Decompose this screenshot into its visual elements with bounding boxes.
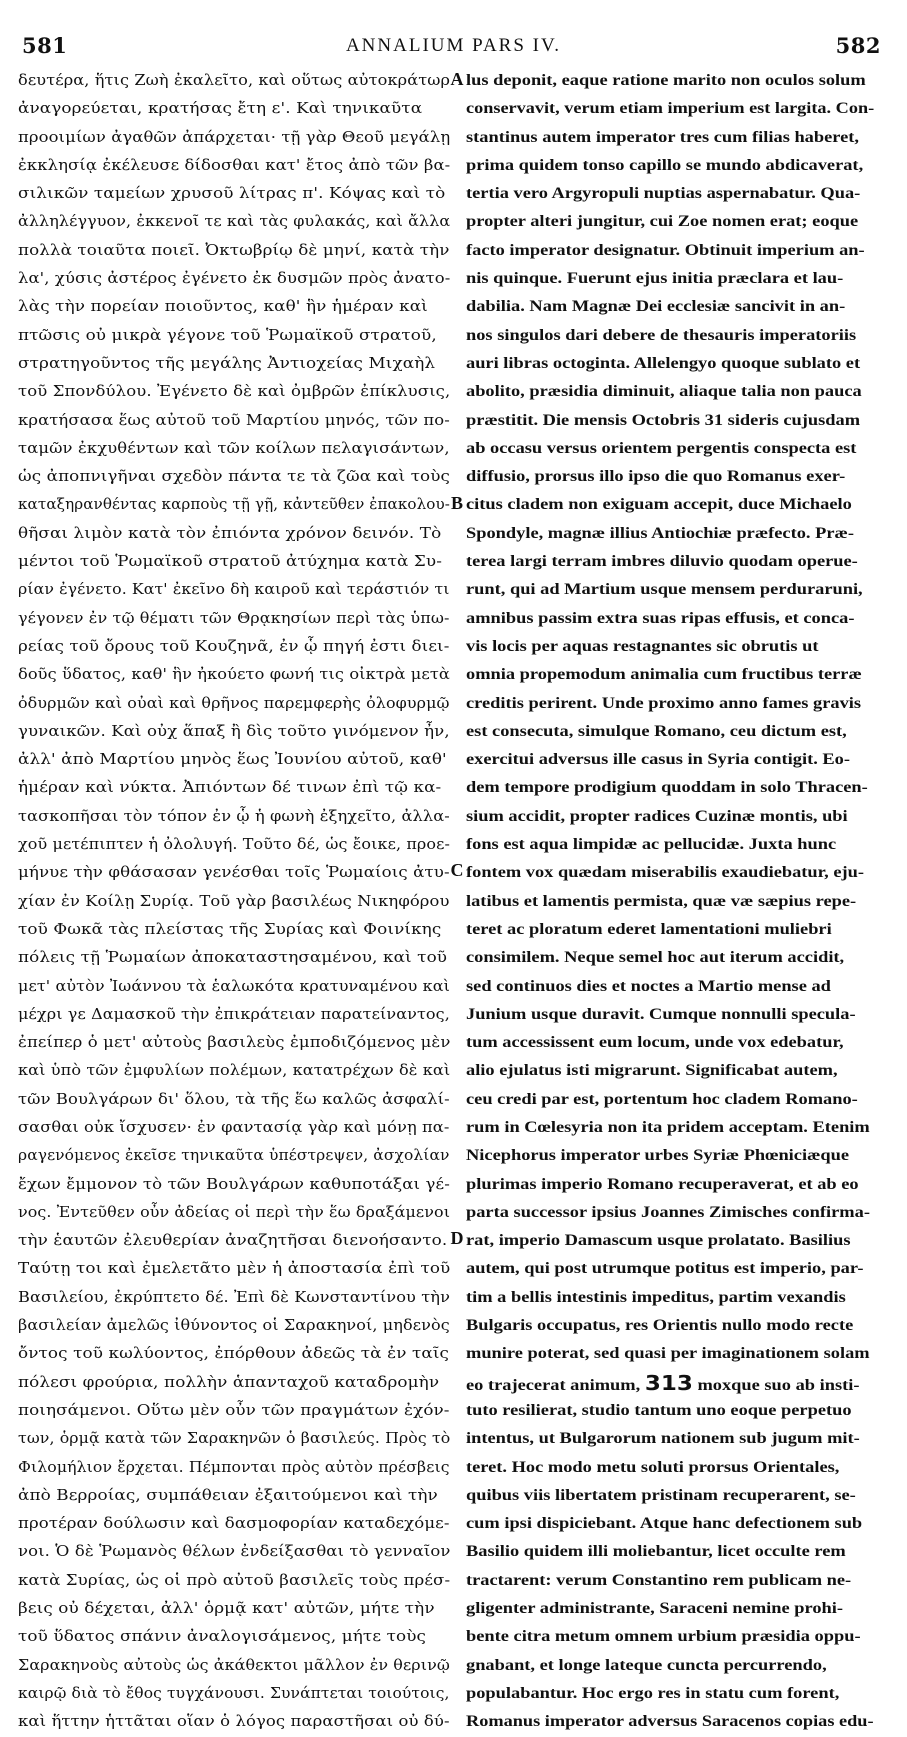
latin-text-line: tertia vero Argyropuli nuptias aspernabatur. Qua-: [466, 185, 861, 203]
latin-text-line: gnabant, et longe lateque cuncta percurrendo,: [466, 1656, 827, 1674]
greek-text-line: τασκοπῆσαι τὸν τόπον ἐν ᾧ ἡ φωνὴ ἐξηχεῖτο, ἀλλα-: [18, 807, 450, 825]
latin-text-line: ab occasu versus orientem pergentis conspecta est: [466, 439, 857, 457]
latin-column: [466, 67, 874, 1737]
greek-text-line: ποιησάμενοι. Οὕτω μὲν οὖν τῶν πραγμάτων ἐχόν-: [18, 1401, 450, 1419]
latin-text-line: teret ac ploratum ederet lamentationi muliebri: [466, 920, 832, 938]
latin-text-line: alio ejulatus isti migrarunt. Significabat autem,: [466, 1062, 838, 1080]
greek-text-line: στρατηγοῦντος τῆς μεγάλης Ἀντιοχείας Μιχαὴλ: [18, 354, 436, 372]
latin-text-line: rat, imperio Damascum usque prolatato. Basilius: [466, 1232, 851, 1250]
greek-text-line: προτέραν δούλωσιν καὶ δασμοφορίαν καταδεχόμε-: [18, 1515, 450, 1533]
latin-text-line: omnia propemodum animalia cum fructibus terræ: [466, 666, 862, 684]
latin-text-line: propter alteri jungitur, cui Zoe nomen erat; eoque: [466, 213, 859, 231]
latin-text-line: ceu credi par est, portentum hoc cladem Romano-: [466, 1090, 858, 1108]
greek-text-line: ἀλλ' ἀπὸ Μαρτίου μηνὸς ἕως Ἰουνίου αὐτοῦ, καθ': [18, 751, 447, 769]
greek-text-line: ἐκκλησίᾳ ἐκέλευσε δίδοσθαι κατ' ἔτος ἀπὸ τῶν βα-: [18, 156, 450, 174]
greek-text-line: προοιμίων ἀγαθῶν ἀπάρχεται· τῇ γὰρ Θεοῦ μεγάλῃ: [18, 128, 450, 146]
greek-text-line: τὴν ἑαυτῶν ἐλευθερίαν ἀναζητῆσαι διενοήσαντο.: [18, 1232, 448, 1250]
greek-text-line: πολλὰ τοιαῦτα ποιεῖ. Ὀκτωβρίῳ δὲ μηνί, κατὰ τὴν: [18, 241, 450, 259]
greek-text-line: ραγενόμενος ἐκεῖσε τηνικαῦτα ὑπέστρεψεν, ἀσχολίαν: [18, 1147, 450, 1165]
latin-text-line: latibus et lamentis permista, quæ væ sæpius repe-: [466, 892, 857, 910]
greek-text-line: Φιλομήλιον ἔρχεται. Πέμπονται πρὸς αὐτὸν πρέσβεις: [18, 1458, 450, 1476]
greek-column: [18, 67, 450, 1737]
latin-text-line: diffusio, prorsus illo ipso die quo Romanus exer-: [466, 468, 846, 486]
greek-text-line: ἀναγορεύεται, κρατήσας ἔτη ε'. Καὶ τηνικαῦτα: [18, 100, 423, 118]
greek-text-line: ἔχων ἔμμονον τὸ τῶν Βουλγάρων καθυποτάξαι γέ-: [18, 1175, 450, 1193]
greek-text-line: νος. Ἐντεῦθεν οὖν ἀδείας οἱ περὶ τὴν ἕω δραξάμενοι: [18, 1203, 450, 1221]
greek-text-line: τοῦ Φωκᾶ τὰς πλείστας τῆς Συρίας καὶ Φοινίκης: [18, 920, 442, 938]
section-marker-b: B: [450, 493, 463, 513]
page-number-right: 582: [835, 33, 881, 58]
latin-text-line: bente citra metum omnem urbium præsidia oppu-: [466, 1628, 861, 1646]
greek-text-line: μετ' αὐτὸν Ἰωάννου τὰ ἑαλωκότα κρατυναμένου καὶ: [18, 977, 450, 995]
latin-text-line: lus deponit, eaque ratione marito non oculos solum: [466, 72, 866, 89]
greek-text-line: ἀλληλέγγυον, ἐκκενοῖ τε καὶ τὰς φυλακάς, καὶ ἄλλα: [18, 213, 450, 231]
latin-text-line: est consecuta, simulque Romano, ceu dictum est,: [466, 722, 847, 740]
page-header: [0, 33, 907, 61]
latin-text-line: Nicephorus imperator urbes Syriæ Phœniciæque: [466, 1147, 850, 1165]
latin-text-line: abolito, præsidia diminuit, aliaque talia non pauca: [466, 383, 862, 401]
latin-text-line: prima quidem tonso capillo se mundo abdicaverat,: [466, 156, 864, 174]
latin-text-line: gligenter administrante, Saraceni nemine prohi-: [466, 1600, 844, 1618]
latin-text-line: tuto resilierat, studio tantum uno eoque perpetuo: [466, 1401, 852, 1419]
latin-text-line: Spondyle, magnæ illius Antiochiæ præfecto. Præ-: [466, 524, 854, 542]
latin-text-line: Basilio quidem illi moliebantur, licet occulte rem: [466, 1543, 846, 1561]
greek-text-line: γέγονεν ἐν τῷ θέματι τῶν Θρᾳκησίων περὶ τὰς ὑπω-: [18, 609, 450, 627]
greek-text-line: πόλεσι φρούρια, πολλὴν ἁπανταχοῦ καταδρομὴν: [18, 1373, 440, 1391]
greek-text-line: θῆσαι λιμὸν κατὰ τὸν ἐπιόντα χρόνον δεινόν. Τὸ: [18, 524, 442, 542]
page-number-left: 581: [22, 33, 68, 58]
greek-text-line: των, ὁρμᾷ κατὰ τῶν Σαρακηνῶν ὁ βασιλεύς. Πρὸς τὸ: [18, 1430, 450, 1448]
greek-text-line: Βασιλείου, ἐκρύπτετο δέ. Ἐπὶ δὲ Κωνσταντίνου τὴν: [18, 1288, 450, 1306]
greek-text-line: ὀδυρμῶν καὶ οὐαὶ καὶ θρῆνος παρεμφερὴς ὀλοφυρμῷ: [18, 694, 450, 712]
greek-text-line: ρείας τοῦ ὄρους τοῦ Κουζηνᾶ, ἐν ᾧ πηγή ἐστι διει-: [18, 637, 450, 655]
greek-text-line: χοῦ μετέπιπτεν ἡ ὀλολυγή. Τοῦτο δέ, ὡς ἔοικε, προε-: [18, 836, 450, 854]
greek-text-line: νοι. Ὁ δὲ Ῥωμανὸς θέλων ἐνδείξασθαι τὸ γενναῖον: [18, 1543, 450, 1561]
greek-text-line: ταμῶν ἐκχυθέντων καὶ τῶν κοίλων πελαγισάντων,: [18, 439, 450, 457]
greek-text-line: κρατήσασα ἕως αὐτοῦ τοῦ Μαρτίου μηνός, τῶν πο-: [18, 411, 450, 429]
latin-text-fragment: eo trajecerat animum,: [466, 1376, 641, 1394]
greek-text-line: καὶ ἥττην ἡττᾶται οἵαν ὁ λόγος παραστῆσαι οὐ δύ-: [18, 1713, 450, 1731]
latin-text-line: Bulgaris occupatus, res Orientis nullo modo recte: [466, 1317, 854, 1335]
latin-text-line: sed continuos dies et noctes a Martio mense ad: [466, 977, 831, 995]
greek-text-line: σιλικῶν ταμείων χρυσοῦ λίτρας π'. Κόψας καὶ τὸ: [18, 185, 446, 203]
latin-text-line: citus cladem non exiguam accepit, duce Michaelo: [466, 496, 852, 514]
greek-text-line: ὄντος τοῦ κωλύοντος, ἐπόρθουν ἀδεῶς τὰ ἐν ταῖς: [18, 1345, 450, 1363]
greek-text-line: σασθαι οὐκ ἴσχυσεν· ἐν φαντασίᾳ γὰρ καὶ μόνῃ πα-: [18, 1118, 450, 1136]
greek-text-line: δευτέρα, ἥτις Ζωὴ ἐκαλεῖτο, καὶ οὕτως αὐτοκράτωρ: [18, 72, 450, 89]
latin-text-line: exercitui adversus ille casus in Syria contigit. Eo-: [466, 751, 851, 769]
latin-text-line: fontem vox quædam miserabilis exaudiebatur, eju-: [466, 864, 865, 882]
greek-text-line: μέχρι γε Δαμασκοῦ τὴν ἐπικράτειαν παρατείναντος,: [18, 1005, 450, 1023]
latin-text-line: terea largi terram imbres diluvio quodam operue-: [466, 553, 858, 571]
greek-text-line: χίαν ἐν Κοίλῃ Συρίᾳ. Τοῦ γὰρ βασιλέως Νικηφόρου: [18, 892, 450, 910]
latin-text-line: parta successor ipsius Joannes Zimisches confirma-: [466, 1203, 870, 1221]
latin-text-line: tim a bellis intestinis impeditus, partim vexandis: [466, 1288, 846, 1306]
section-marker-d: D: [450, 1228, 464, 1248]
latin-text-line: auri libras octoginta. Allelengyo quoque sublato et: [466, 354, 861, 372]
latin-text-line: facto imperator designatur. Obtinuit imperium an-: [466, 241, 865, 259]
greek-text-line: γυναικῶν. Καὶ οὐχ ἅπαξ ἢ δὶς τοῦτο γινόμενον ἦν,: [18, 722, 450, 740]
latin-text-line: tum accessissent eum locum, unde vox edebatur,: [466, 1034, 844, 1052]
greek-text-line: δοῦς ὕδατος, καθ' ἣν ἠκούετο φωνή τις οἰκτρὰ μετὰ: [18, 666, 450, 684]
latin-text-line: nos singulos dari debere de thesauris imperatoriis: [466, 326, 857, 344]
latin-text-line: plurimas imperio Romano recuperaverat, et ab eo: [466, 1175, 859, 1193]
latin-text-line: præstitit. Die mensis Octobris 31 sideris cujusdam: [466, 411, 861, 429]
latin-text-line: runt, qui ad Martium usque mensem perduraruni,: [466, 581, 863, 599]
greek-text-line: μήνυε τὴν φθάσασαν γενέσθαι τοῖς Ῥωμαίοις ἀτυ-: [18, 864, 450, 882]
latin-text-fragment: moxque suo ab insti-: [697, 1376, 860, 1394]
greek-text-line: βασιλείαν ἀμελῶς ἰθύνοντος οἱ Σαρακηνοί, μηδενὸς: [18, 1317, 450, 1335]
latin-text-line: tractarent: verum Constantino rem publicam ne-: [466, 1571, 852, 1589]
latin-text-line: consimilem. Neque semel hoc aut iterum accidit,: [466, 949, 845, 967]
margin-page-reference: 313: [644, 1370, 693, 1395]
latin-text-line: munire poterat, sed quasi per imaginationem solam: [466, 1345, 870, 1363]
greek-text-line: καιρῷ διὰ τὸ ἔθος τυγχάνουσι. Συνάπτεται τοιούτοις,: [18, 1684, 450, 1702]
latin-text-line: teret. Hoc modo metu soluti prorsus Orientales,: [466, 1458, 840, 1476]
greek-text-line: λα', χύσις ἀστέρος ἐγένετο ἐκ δυσμῶν πρὸς ἀνατο-: [18, 270, 450, 288]
greek-text-line: ἐπείπερ ὁ μετ' αὐτοὺς βασιλεὺς ἐμποδιζόμενος μὲν: [18, 1034, 450, 1052]
greek-text-line: τοῦ Σπονδύλου. Ἐγένετο δὲ καὶ ὀμβρῶν ἐπίκλυσις,: [18, 383, 450, 401]
greek-text-line: καὶ ὑπὸ τῶν ἐμφυλίων πολέμων, κατατρέχων δὲ καὶ: [18, 1062, 450, 1080]
greek-text-line: μέντοι τοῦ Ῥωμαϊκοῦ στρατοῦ ἀτύχημα κατὰ Συ-: [18, 553, 443, 571]
latin-text-line: [466, 1369, 874, 1397]
latin-text-line: stantinus autem imperator tres cum filias haberet,: [466, 128, 860, 146]
latin-text-line: nis quinque. Fuerunt ejus initia præclara et lau-: [466, 270, 844, 288]
greek-text-line: πόλεις τῇ Ῥωμαίων ἀποκαταστησαμένου, καὶ τοῦ: [18, 949, 448, 967]
latin-text-line: sium accidit, propter radices Cuzinæ montis, ubi: [466, 807, 848, 825]
greek-text-line: λὰς τὴν πορείαν ποιοῦντος, καθ' ἣν ἡμέραν καὶ: [18, 298, 428, 316]
latin-text-line: dem tempore prodigium quoddam in solo Thracen-: [466, 779, 868, 797]
greek-text-line: καταξηρανθέντας καρποὺς τῇ γῇ, κἀντεῦθεν ἐπακολου-: [18, 496, 450, 514]
latin-text-line: dabilia. Nam Magnæ Dei ecclesiæ sancivit in an-: [466, 298, 846, 316]
latin-text-line: creditis perirent. Unde proximo anno fames gravis: [466, 694, 862, 712]
latin-text-line: fons est aqua limpidæ ac pellucidæ. Juxta hunc: [466, 836, 837, 854]
greek-text-line: τοῦ ὕδατος σπάνιν ἀναλογισάμενος, μήτε τοὺς: [18, 1628, 427, 1646]
greek-text-line: τῶν Βουλγάρων δι' ὅλου, τὰ τῆς ἕω καλῶς ἀσφαλί-: [18, 1090, 450, 1108]
greek-text-line: βεις οὐ δέχεται, ἀλλ' ὁρμᾷ κατ' αὐτῶν, μήτε τὴν: [18, 1600, 435, 1618]
latin-text-line: Romanus imperator adversus Saracenos copias edu-: [466, 1713, 874, 1731]
section-marker-c: C: [450, 860, 464, 880]
latin-text-line: quibus viis libertatem pristinam recuperarent, se-: [466, 1486, 856, 1504]
greek-text-line: πτῶσις οὐ μικρὰ γέγονε τοῦ Ῥωμαϊκοῦ στρατοῦ,: [18, 326, 437, 344]
latin-text-line: conservavit, verum etiam imperium est largita. Con-: [466, 100, 874, 118]
greek-text-line: Ταύτῃ τοι καὶ ἐμελετᾶτο μὲν ἡ ἀποστασία ἐπὶ τοῦ: [18, 1260, 450, 1278]
latin-text-line: rum in Cœlesyria non ita pridem acceptam. Etenim: [466, 1118, 870, 1136]
latin-text-line: intentus, ut Bulgarorum nationem sub jugum mit-: [466, 1430, 860, 1448]
section-marker-a: A: [450, 69, 464, 89]
greek-text-line: ὡς ἀποπνιγῆναι σχεδὸν πάντα τε τὰ ζῶα καὶ τοὺς: [18, 468, 450, 486]
greek-text-line: ἀπὸ Βερροίας, συμπάθειαν ἐξαιτούμενοι καὶ τὴν: [18, 1486, 438, 1504]
latin-text-line: Junium usque duravit. Cumque nonnulli specula-: [466, 1005, 856, 1023]
greek-text-line: ρίαν ἐγένετο. Κατ' ἐκεῖνο δὴ καιροῦ καὶ τεράστιόν τι: [18, 581, 450, 599]
running-title: ANNALIUM PARS IV.: [345, 35, 562, 56]
latin-text-line: cum ipsi dispiciebant. Atque hanc defectionem sub: [466, 1515, 863, 1533]
latin-text-line: autem, qui post utrumque potitus est imperio, par-: [466, 1260, 864, 1278]
latin-text-line: vis locis per aquas restagnantes sic obrutis ut: [466, 637, 819, 655]
greek-text-line: κατὰ Συρίας, ὡς οἱ πρὸ αὐτοῦ βασιλεῖς τοὺς πρέσ-: [18, 1571, 450, 1589]
greek-text-line: Σαρακηνοὺς αὐτοὺς ὡς ἀκάθεκτοι μᾶλλον ἐν θερινῷ: [18, 1656, 450, 1674]
latin-text-line: amnibus passim extra suas ripas effusis, et conca-: [466, 609, 855, 627]
latin-text-line: populabantur. Hoc ergo res in statu cum forent,: [466, 1684, 840, 1702]
greek-text-line: ἡμέραν καὶ νύκτα. Ἀπιόντων δέ τινων ἐπὶ τῷ κα-: [18, 779, 442, 797]
